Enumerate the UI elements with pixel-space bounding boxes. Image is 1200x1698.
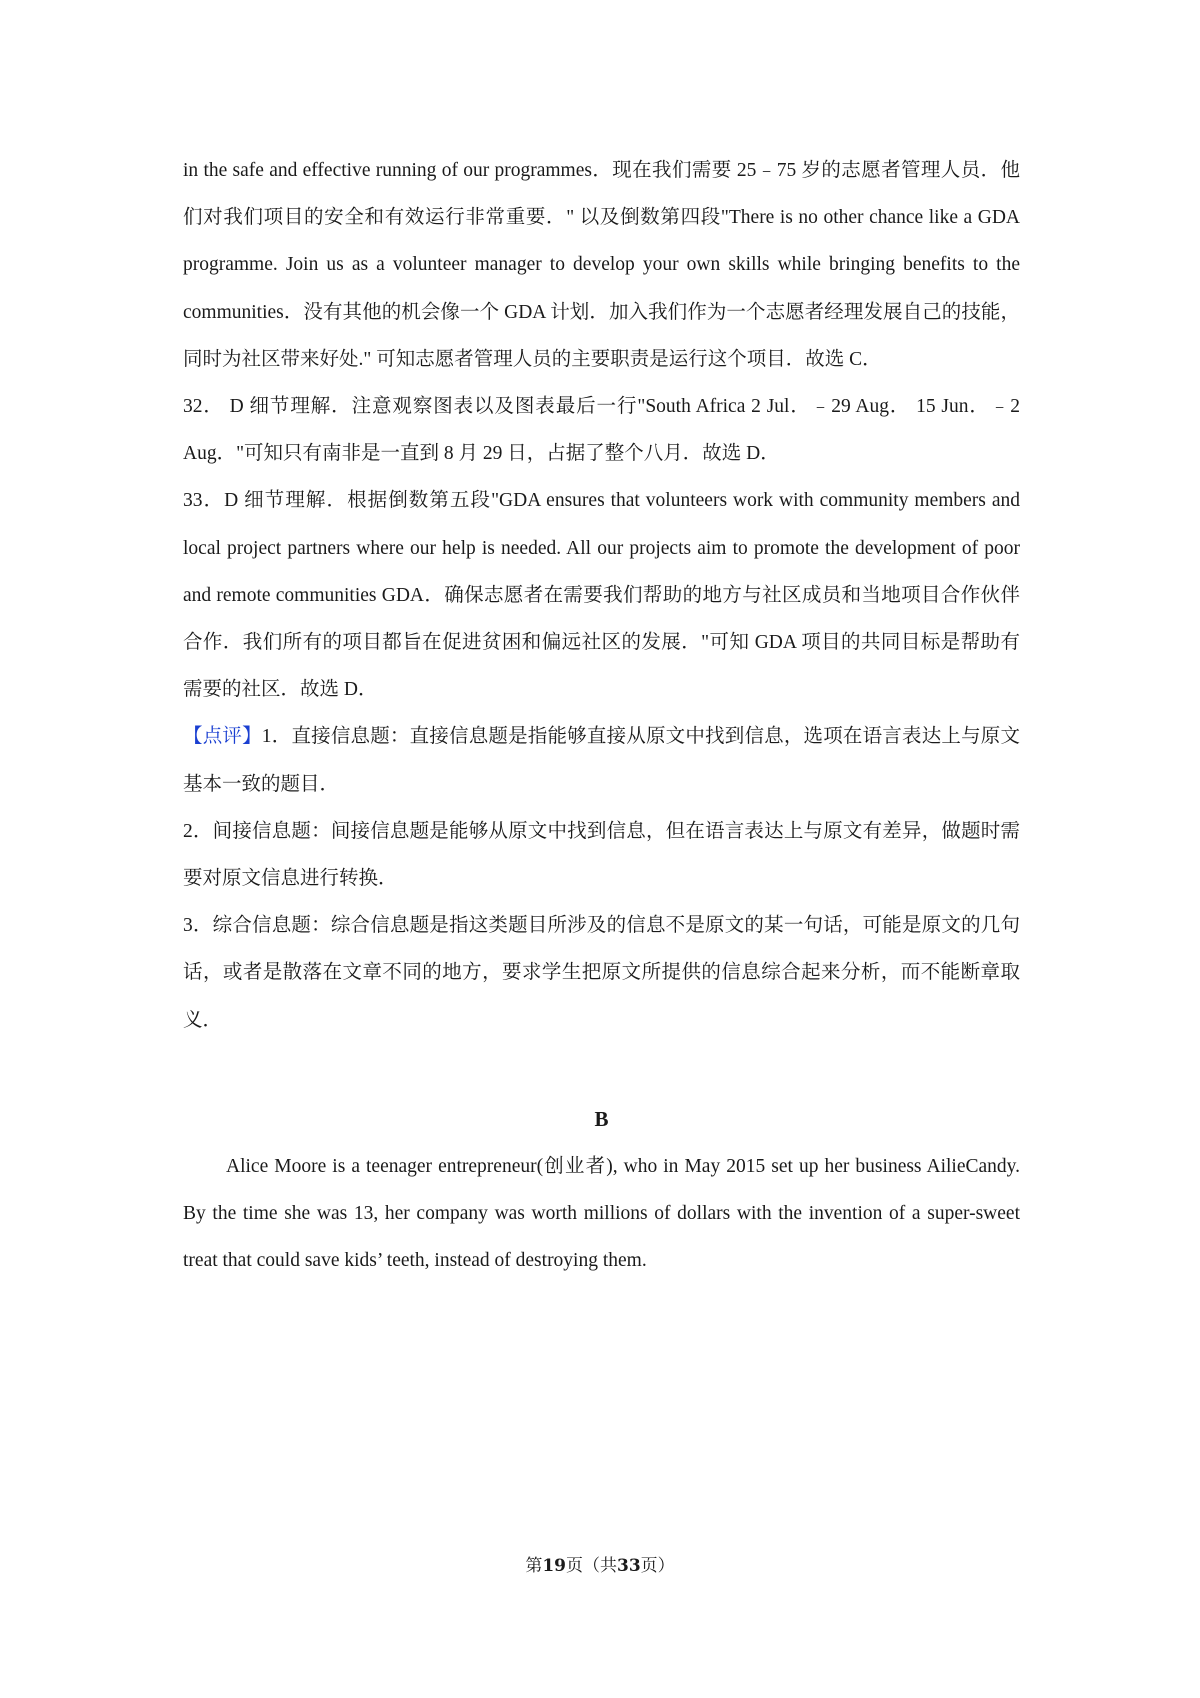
page-footer <box>0 1551 1200 1581</box>
section-b-title: B <box>594 1106 609 1131</box>
footer-middle: 页（共 <box>566 1556 617 1576</box>
section-spacer <box>183 1044 1020 1099</box>
footer-prefix: 第 <box>525 1556 543 1576</box>
footer-page-number: 19 <box>542 1556 566 1576</box>
footer-suffix: 页） <box>640 1556 675 1576</box>
footer-total-pages: 33 <box>617 1556 641 1576</box>
document-body <box>183 147 1020 1284</box>
comment-3: 3．综合信息题：综合信息题是指这类题目所涉及的信息不是原文的某一句话，可能是原文的几句话，或者是散落在文章不同的地方，要求学生把原文所提供的信息综合起来分析，而不能断章取义． <box>183 915 1020 1031</box>
comment-2: 2．间接信息题：间接信息题是能够从原文中找到信息，但在语言表达上与原文有差异，做题时需要对原文信息进行转换． <box>183 820 1020 890</box>
section-b-paragraph: Alice Moore is a teenager entrepreneur(创业者), who in May 2015 set up her business AilieCandy. By the time she was 13, her company was worth millions of dollars with the invention of a super-sweet treat that could save kids’ teeth, instead of destroying them. <box>183 1155 1020 1272</box>
comment-label: 【点评】 <box>183 726 262 748</box>
explanation-31-continued: in the safe and effective running of our programmes．现在我们需要 25﹣75 岁的志愿者管理人员．他们对我们项目的安全和有效运行非常重要．" 以及倒数第四段"There is no other chance like a GDA programme. Join us as a volunteer manager to develop your own skills while bringing benefits to the communities．没有其他的机会像一个 GDA 计划．加入我们作为一个志愿者经理发展自己的技能，同时为社区带来好处." 可知志愿者管理人员的主要职责是运行这个项目．故选 C． <box>183 160 1020 370</box>
comment-1 <box>183 713 1020 807</box>
comment-1-text: 1．直接信息题：直接信息题是指能够直接从原文中找到信息，选项在语言表达上与原文基本一致的题目． <box>183 726 1020 795</box>
explanation-33: 33．D 细节理解．根据倒数第五段"GDA ensures that volunteers work with community members and local project partners where our help is needed. All our projects aim to promote the development of poor and remote communities GDA．确保志愿者在需要我们帮助的地方与社区成员和当地项目合作伙伴合作．我们所有的项目都旨在促进贫困和偏远社区的发展．"可知 GDA 项目的共同目标是帮助有需要的社区．故选 D． <box>183 490 1020 701</box>
explanation-32: 32． D 细节理解．注意观察图表以及图表最后一行"South Africa 2 Jul．﹣29 Aug． 15 Jun．﹣2 Aug．"可知只有南非是一直到 8 月 29 日，占据了整个八月．故选 D． <box>183 396 1020 465</box>
